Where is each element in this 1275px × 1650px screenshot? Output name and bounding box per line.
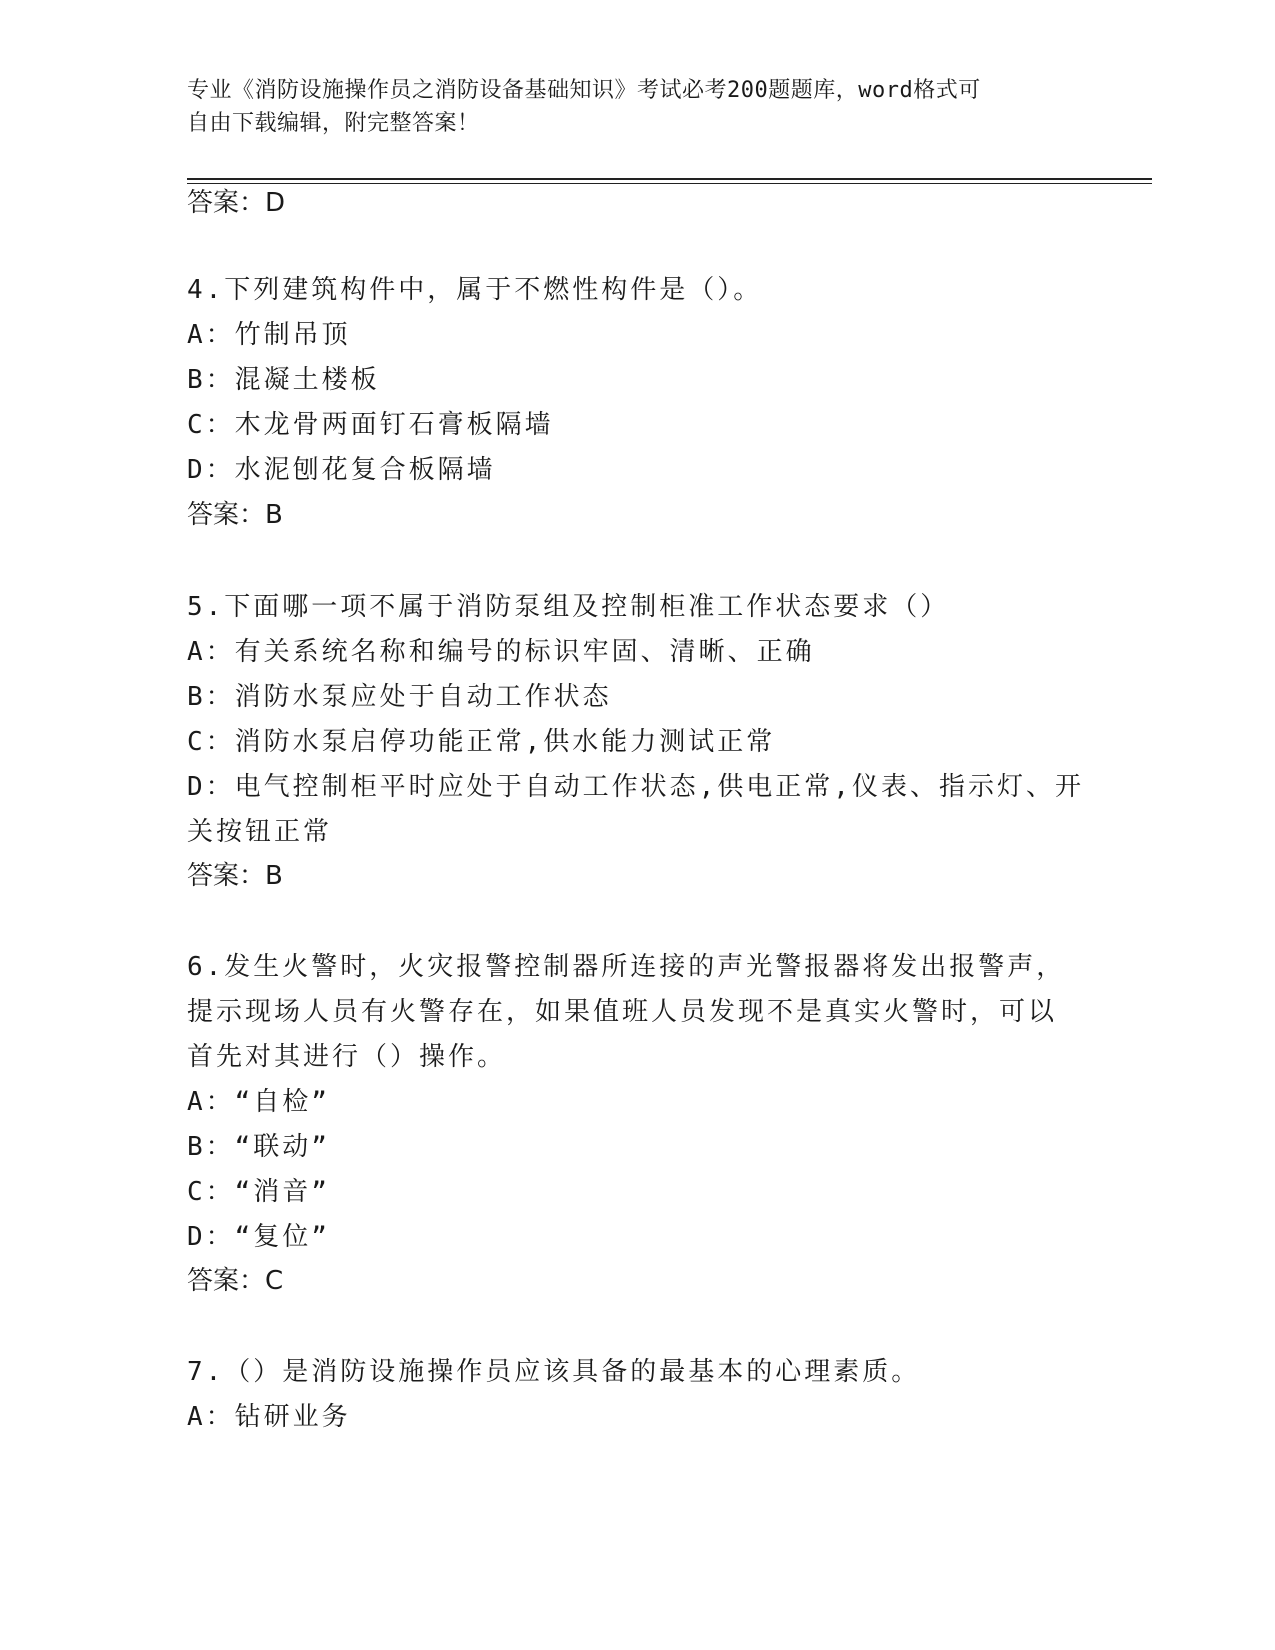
question-6-stem-line-2: 提示现场人员有火警存在，如果值班人员发现不是真实火警时，可以 [187,997,1058,1027]
question-6-stem-line-3: 首先对其进行（）操作。 [187,1042,507,1072]
question-7-option-a: A：钻研业务 [187,1402,351,1432]
header-rule-thick [187,178,1152,180]
question-6-option-b: B：“联动” [187,1132,330,1162]
question-4-stem: 4.下列建筑构件中，属于不燃性构件是（）。 [187,275,763,305]
header-line-2: 自由下载编辑，附完整答案！ [187,111,480,136]
question-7-stem: 7.（）是消防设施操作员应该具备的最基本的心理素质。 [187,1357,921,1387]
question-5-option-d: D：电气控制柜平时应处于自动工作状态,供电正常,仪表、指示灯、开 [187,772,1084,802]
header-line-1: 专业《消防设施操作员之消防设备基础知识》考试必考200题题库，word格式可 [187,78,981,103]
answer-q6: 答案：C [187,1266,284,1296]
question-5-option-a: A：有关系统名称和编号的标识牢固、清晰、正确 [187,637,815,667]
answer-q3: 答案：D [187,188,286,218]
question-6-option-c: C：“消音” [187,1177,330,1207]
question-4-option-d: D：水泥刨花复合板隔墙 [187,455,496,485]
answer-q5: 答案：B [187,861,283,891]
header-rule-thin [187,183,1152,184]
question-6-option-d: D：“复位” [187,1222,330,1252]
question-4-option-b: B：混凝土楼板 [187,365,380,395]
question-5-option-d-cont: 关按钮正常 [187,817,333,847]
question-5-stem: 5.下面哪一项不属于消防泵组及控制柜准工作状态要求（） [187,592,950,622]
question-4-option-c: C：木龙骨两面钉石膏板隔墙 [187,410,554,440]
question-6-stem-line-1: 6.发生火警时，火灾报警控制器所连接的声光警报器将发出报警声， [187,952,1066,982]
question-6-option-a: A：“自检” [187,1087,330,1117]
document-header [187,74,1067,140]
question-4-option-a: A：竹制吊顶 [187,320,351,350]
question-5-option-c: C：消防水泵启停功能正常,供水能力测试正常 [187,727,776,757]
answer-q4: 答案：B [187,500,283,530]
question-5-option-b: B：消防水泵应处于自动工作状态 [187,682,612,712]
